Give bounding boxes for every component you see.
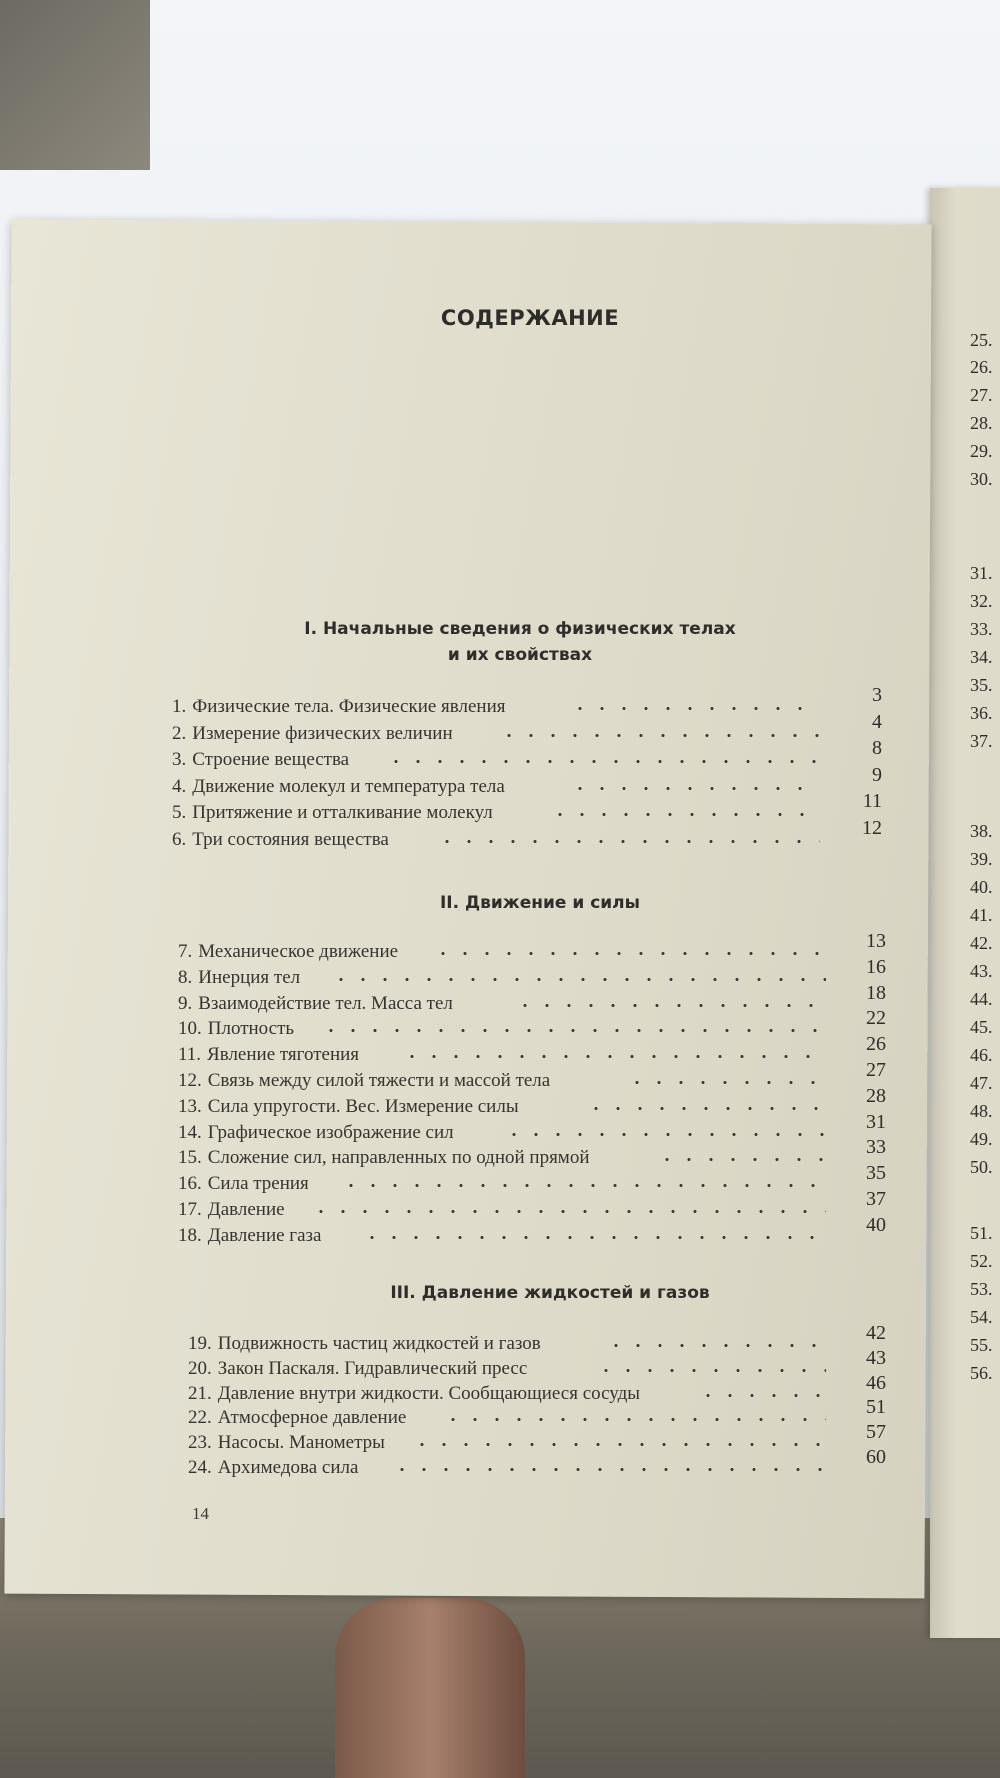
- right-page-number: 33.: [970, 619, 993, 639]
- toc-entry: [172, 829, 389, 853]
- toc-entry-number: 4.: [172, 775, 187, 797]
- toc-entry-label: Закон Паскаля. Гидравлический пресс: [217, 1357, 528, 1379]
- toc-leader-dots: [585, 1107, 826, 1110]
- toc-entry-page: 4: [872, 710, 882, 733]
- toc-entry-page: 57: [866, 1421, 886, 1444]
- toc-leader-dots: [514, 1004, 826, 1007]
- toc-leader-dots: [626, 1081, 826, 1084]
- toc-entry-label: Сила упругости. Вес. Измерение силы: [207, 1095, 519, 1117]
- toc-leader-dots: [569, 787, 820, 790]
- toc-leader-dots: [401, 1055, 826, 1058]
- toc-entry-label: Сложение сил, направленных по одной прямой: [207, 1147, 590, 1169]
- toc-entry: [178, 1018, 294, 1042]
- toc-entry-label: Насосы. Манометры: [217, 1432, 385, 1454]
- toc-entry-label: Притяжение и отталкивание молекул: [192, 802, 493, 823]
- toc-entry-page: 3: [872, 684, 882, 706]
- right-page-number: 39.: [970, 849, 993, 869]
- toc-entry: [188, 1383, 640, 1407]
- toc-entry-number: 10.: [178, 1018, 202, 1040]
- toc-entry-number: 24.: [188, 1457, 212, 1478]
- section-1-heading: [290, 616, 750, 668]
- section-3-heading-line-1: III. Давление жидкостей и газов: [390, 1283, 710, 1303]
- toc-entry-page: 51: [866, 1396, 886, 1419]
- toc-entry-label: Давление: [207, 1199, 285, 1220]
- toc-leader-dots: [432, 952, 826, 955]
- right-page-number: 47.: [970, 1073, 993, 1093]
- toc-entry-label: Три состояния вещества: [192, 828, 389, 850]
- toc-leader-dots: [340, 1184, 826, 1187]
- right-page-number: 56.: [970, 1363, 993, 1383]
- toc-entry-page: 16: [866, 955, 886, 978]
- toc-entry: [188, 1432, 385, 1456]
- right-page-number: 31.: [970, 563, 993, 583]
- toc-entry: [178, 941, 398, 965]
- toc-entry: [178, 1173, 309, 1197]
- toc-leader-dots: [361, 1236, 826, 1239]
- toc-entry: [178, 1225, 321, 1249]
- toc-entry-page: 11: [862, 790, 882, 812]
- toc-entry: [188, 1457, 358, 1481]
- toc-entry-page: 31: [866, 1110, 886, 1133]
- toc-entry: [188, 1333, 541, 1357]
- toc-entry: [172, 776, 505, 800]
- toc-entry-page: 27: [866, 1059, 886, 1081]
- toc-entry-label: Давление внутри жидкости. Сообщающиеся сосуды: [217, 1382, 641, 1404]
- right-page-number: 49.: [970, 1129, 993, 1149]
- toc-entry-number: 8.: [178, 966, 193, 988]
- toc-leader-dots: [656, 1158, 826, 1161]
- right-page-number: 41.: [970, 905, 993, 925]
- toc-entry: [172, 802, 493, 826]
- toc-entry-label: Атмосферное давление: [217, 1407, 407, 1429]
- toc-entry-label: Движение молекул и температура тела: [192, 775, 505, 797]
- toc-entry-label: Плотность: [207, 1018, 295, 1040]
- toc-entry: [172, 696, 506, 720]
- background-leg: [335, 1598, 525, 1778]
- section-2-heading: [380, 890, 700, 916]
- toc-entry-page: 40: [866, 1213, 886, 1236]
- right-page-number: 52.: [970, 1251, 993, 1271]
- section-2-heading-line-1: II. Движение и силы: [439, 893, 641, 913]
- toc-entry-page: 12: [862, 816, 882, 839]
- toc-leader-dots: [569, 707, 820, 710]
- toc-entry: [178, 1070, 550, 1094]
- toc-entry-number: 7.: [178, 941, 193, 962]
- section-1-heading-line-2: и их свойствах: [447, 645, 593, 665]
- toc-entry-page: 18: [866, 981, 886, 1004]
- right-page-number: 54.: [970, 1307, 993, 1327]
- right-page-number: 51.: [970, 1223, 993, 1243]
- toc-entry: [178, 1044, 359, 1068]
- toc-leader-dots: [320, 1029, 826, 1032]
- toc-entry-label: Инерция тел: [198, 966, 301, 988]
- toc-entry-label: Графическое изображение сил: [207, 1121, 454, 1143]
- toc-entry-page: 9: [872, 763, 882, 786]
- toc-entry-page: 46: [866, 1371, 886, 1394]
- toc-entry-number: 23.: [188, 1432, 212, 1454]
- toc-entry-page: 22: [866, 1007, 886, 1030]
- toc-entry: [178, 993, 453, 1017]
- toc-entry-label: Связь между силой тяжести и массой тела: [207, 1070, 551, 1091]
- page-title: СОДЕРЖАНИЕ: [440, 306, 620, 330]
- toc-leader-dots: [605, 1344, 826, 1347]
- toc-entry: [178, 1096, 519, 1120]
- toc-entry-label: Архимедова сила: [217, 1457, 359, 1478]
- page-folio: 14: [192, 1504, 209, 1523]
- right-page-number: 40.: [970, 877, 993, 897]
- toc-entry: [178, 967, 300, 991]
- toc-entry-number: 20.: [188, 1357, 212, 1379]
- toc-entry: [188, 1358, 527, 1382]
- toc-entry-number: 22.: [188, 1407, 212, 1429]
- right-page-number: 26.: [970, 357, 993, 377]
- toc-leader-dots: [391, 1468, 826, 1471]
- toc-entry-label: Механическое движение: [198, 941, 399, 962]
- right-page-number: 29.: [970, 441, 993, 461]
- toc-leader-dots: [330, 978, 826, 981]
- toc-entry-label: Сила трения: [207, 1173, 309, 1195]
- section-1-heading-line-1: I. Начальные сведения о физических телах: [304, 619, 736, 639]
- background-ground: [0, 0, 150, 170]
- toc-entry: [178, 1199, 285, 1223]
- toc-entry-number: 13.: [178, 1095, 202, 1117]
- right-page-number: 28.: [970, 413, 993, 433]
- toc-entry-number: 16.: [178, 1173, 202, 1195]
- toc-entry-number: 19.: [188, 1333, 212, 1354]
- toc-entry-label: Измерение физических величин: [192, 722, 453, 744]
- toc-entry-page: 37: [866, 1188, 886, 1210]
- toc-entry-number: 5.: [172, 802, 187, 823]
- toc-entry: [172, 749, 349, 773]
- toc-leader-dots: [442, 1418, 826, 1421]
- toc-entry-page: 35: [866, 1162, 886, 1185]
- toc-entry-label: Давление газа: [207, 1224, 322, 1246]
- toc-entry-page: 43: [866, 1346, 886, 1369]
- toc-entry-label: Физические тела. Физические явления: [192, 696, 506, 717]
- toc-entry-page: 42: [866, 1322, 886, 1344]
- toc-entry-page: 8: [872, 737, 882, 759]
- right-page-number: 37.: [970, 731, 993, 751]
- toc-entry: [178, 1147, 590, 1171]
- toc-entry-number: 2.: [172, 722, 187, 744]
- right-page-number: 34.: [970, 647, 993, 667]
- toc-entry-number: 11.: [178, 1044, 202, 1066]
- right-page-number: 27.: [970, 385, 993, 405]
- toc-entry-number: 6.: [172, 828, 187, 850]
- right-page-number: 42.: [970, 933, 993, 953]
- toc-leader-dots: [697, 1394, 826, 1397]
- toc-leader-dots: [503, 1133, 826, 1136]
- right-page-number: 55.: [970, 1335, 993, 1355]
- toc-entry-page: 60: [866, 1446, 886, 1468]
- toc-entry-label: Взаимодействие тел. Масса тел: [198, 992, 453, 1014]
- toc-entry: [188, 1407, 406, 1431]
- right-page-number: 36.: [970, 703, 993, 723]
- toc-leader-dots: [549, 813, 820, 816]
- toc-leader-dots: [411, 1443, 826, 1446]
- right-page-number: 50.: [970, 1157, 993, 1177]
- toc-entry: [178, 1122, 454, 1146]
- right-page-number: 43.: [970, 961, 993, 981]
- toc-entry-page: 13: [866, 930, 886, 952]
- toc-entry-page: 26: [866, 1033, 886, 1056]
- right-page-number: 25.: [970, 330, 993, 350]
- right-page-number: 48.: [970, 1101, 993, 1121]
- toc-leader-dots: [385, 760, 820, 763]
- right-page-number: 45.: [970, 1017, 993, 1037]
- toc-entry-page: 33: [866, 1136, 886, 1159]
- section-3-heading: [360, 1280, 740, 1306]
- toc-entry-number: 1.: [172, 696, 187, 717]
- right-page-number: 35.: [970, 675, 993, 695]
- right-page-number: 30.: [970, 469, 993, 489]
- toc-entry: [172, 723, 453, 747]
- toc-leader-dots: [595, 1369, 826, 1372]
- toc-entry-label: Явление тяготения: [207, 1044, 360, 1066]
- toc-entry-page: 28: [866, 1084, 886, 1107]
- right-page-number: 38.: [970, 821, 993, 841]
- right-page-number: 53.: [970, 1279, 993, 1299]
- right-page-number: 32.: [970, 591, 993, 611]
- right-page-number: 44.: [970, 989, 993, 1009]
- toc-entry-number: 21.: [188, 1382, 212, 1404]
- right-page-number: 46.: [970, 1045, 993, 1065]
- toc-entry-number: 15.: [178, 1147, 202, 1169]
- toc-entry-number: 17.: [178, 1199, 202, 1220]
- toc-entry-number: 14.: [178, 1121, 202, 1143]
- toc-leader-dots: [436, 840, 820, 843]
- toc-entry-number: 3.: [172, 749, 187, 770]
- toc-leader-dots: [310, 1210, 826, 1213]
- toc-leader-dots: [498, 734, 820, 737]
- toc-entry-number: 9.: [178, 992, 193, 1014]
- toc-entry-number: 18.: [178, 1224, 202, 1246]
- toc-entry-number: 12.: [178, 1070, 202, 1091]
- toc-entry-label: Подвижность частиц жидкостей и газов: [217, 1333, 541, 1354]
- toc-entry-label: Строение вещества: [192, 749, 350, 770]
